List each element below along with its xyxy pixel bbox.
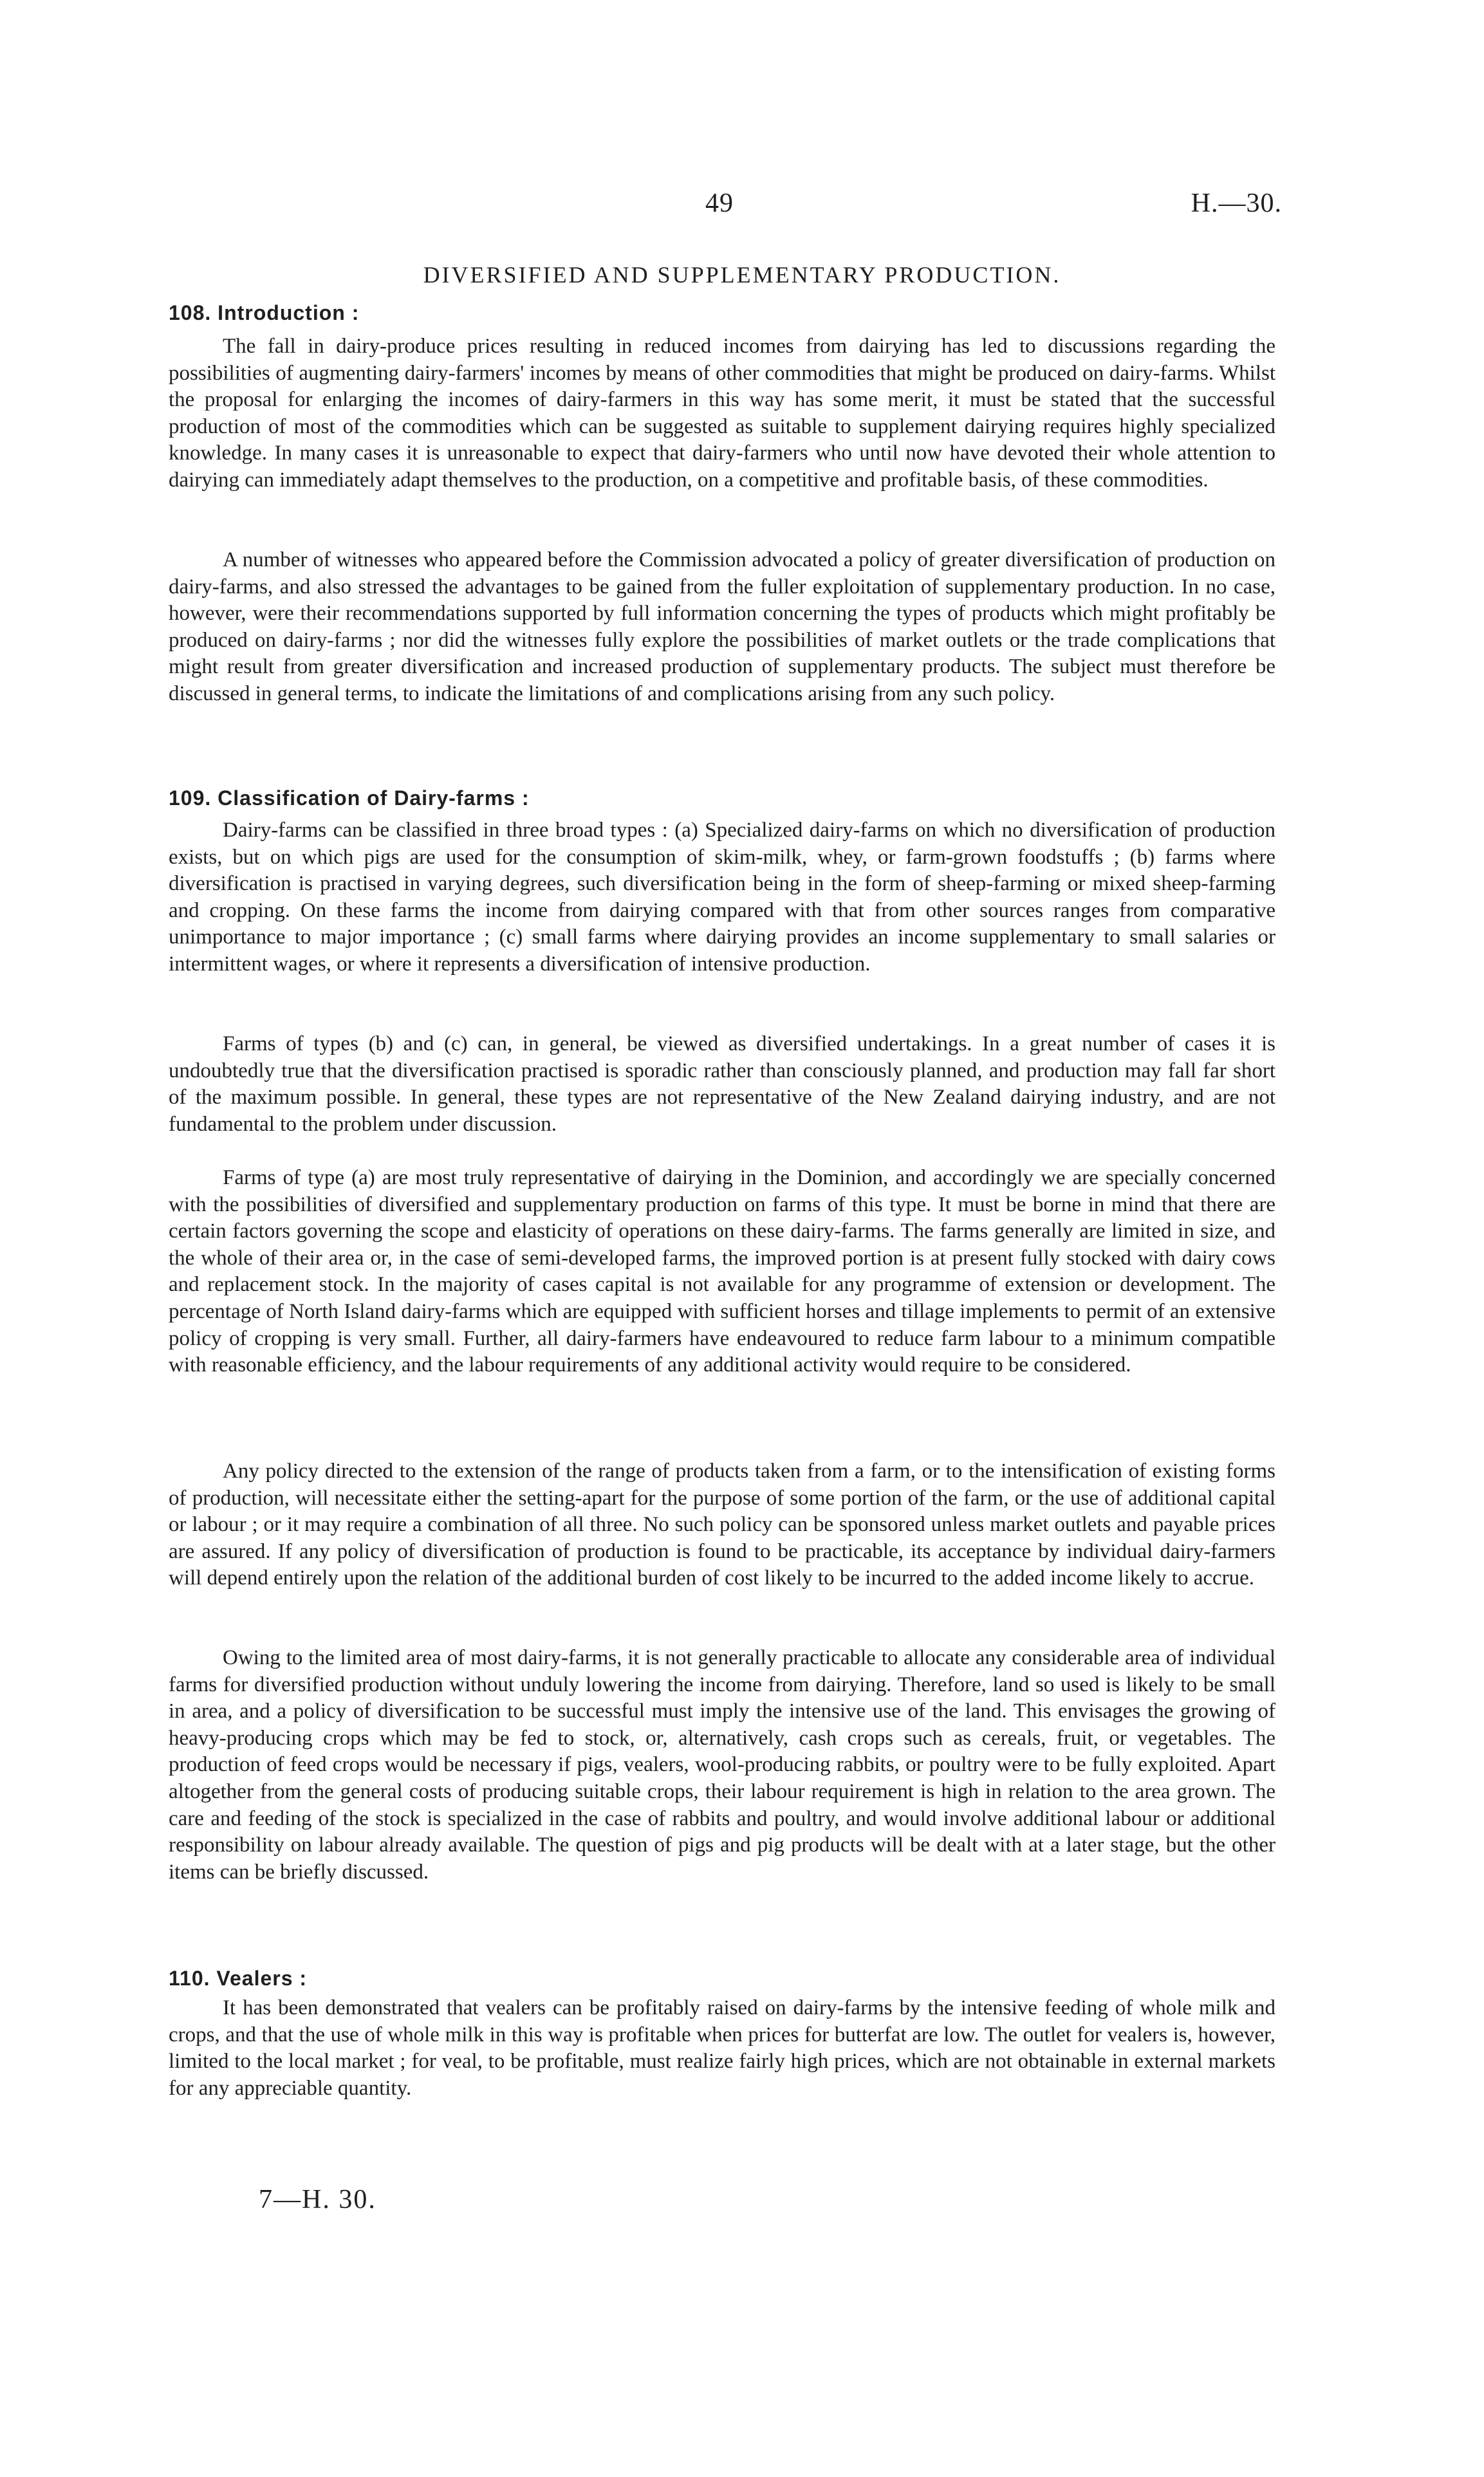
page-number: 49 — [705, 189, 734, 218]
paragraph-classification-4: Any policy directed to the extension of the range of products taken from a farm, or to the intensification of existing forms of production, will necessitate either the setting-apart for the purpose of some portion of the farm, or the use of additional capital or labour ; or it may require a combination of all three. No such policy can be sponsored unless market outlets and payable prices are assured. If any policy of diversification of production is found to be practicable, its acceptance by individual dairy-farmers will depend entirely upon the relation of the additional burden of cost likely to be incurred to the added income likely to accrue. — [169, 1460, 1275, 1590]
footer-reference: 7—H. 30. — [259, 2185, 376, 2214]
paragraph-vealers-1: It has been demonstrated that vealers can be profitably raised on dairy-farms by the intensive feeding of whole milk and crops, and that the use of whole milk in this way is profitable when prices for butterfat are low. The outlet for vealers is, however, limited to the local market ; for veal, to be profitable, must realize fairly high prices, which are not obtainable in external markets for any appreciable quantity. — [169, 1996, 1275, 2100]
page-title: DIVERSIFIED AND SUPPLEMENTARY PRODUCTION. — [423, 262, 1061, 288]
section-heading-vealers: 110. Vealers : — [169, 1967, 308, 1990]
paragraph-classification-2: Farms of types (b) and (c) can, in general, be viewed as diversified undertakings. In a great number of cases it is undoubtedly true that the diversification practised is sporadic rather than consciously planned, and production may fall far short of the maximum possible. In general, these types are not representative of the New Zealand dairying industry, and are not fundamental to the problem under discussion. — [169, 1032, 1275, 1136]
paragraph-introduction-2: A number of witnesses who appeared before the Commission advocated a policy of greater diversification of production on dairy-farms, and also stressed the advantages to be gained from the fuller exploitation of supplementary production. In no case, however, were their recommendations supported by full information concerning the types of products which might profitably be produced on dairy-farms ; nor did the witnesses fully explore the possibilities of market outlets or the trade complications that might result from greater diversification and increased production of supplementary products. The subject must therefore be discussed in general terms, to indicate the limitations of and complications arising from any such policy. — [169, 548, 1275, 705]
paragraph-introduction-1: The fall in dairy-produce prices resulting in reduced incomes from dairying has led to discussions regarding the possibilities of augmenting dairy-farmers' incomes by means of other commodities that might be produced on dairy-farms. Whilst the proposal for enlarging the incomes of dairy-farmers in this way has some merit, it must be stated that the successful production of most of the commodities which can be suggested as suitable to supplement dairying requires highly specialized knowledge. In many cases it is unreasonable to expect that dairy-farmers who until now have devoted their whole attention to dairying can immediately adapt themselves to the production, on a competitive and profitable basis, of these commodities. — [169, 335, 1275, 492]
paragraph-classification-3: Farms of type (a) are most truly representative of dairying in the Dominion, and accordingly we are specially concerned with the possibilities of diversified and supplementary production on farms of this type. It must be borne in mind that there are certain factors governing the scope and elasticity of operations on these dairy-farms. The farms generally are limited in size, and the whole of their area or, in the case of semi-developed farms, the improved portion is at present fully stocked with dairy cows and replacement stock. In the majority of cases capital is not available for any programme of extension or development. The percentage of North Island dairy-farms which are equipped with sufficient horses and tillage implements to permit of an extensive policy of cropping is very small. Further, all dairy-farmers have endeavoured to reduce farm labour to a minimum compatible with reasonable efficiency, and the labour requirements of any additional activity would require to be considered. — [169, 1166, 1275, 1377]
document-reference: H.—30. — [1191, 189, 1282, 218]
paragraph-classification-1: Dairy-farms can be classified in three broad types : (a) Specialized dairy-farms on which no diversification of production exists, but on which pigs are used for the consumption of skim-milk, whey, or farm-grown foodstuffs ; (b) farms where diversification is practised in varying degrees, such diversification being in the form of sheep-farming or mixed sheep-farming and cropping. On these farms the income from dairying compared with that from other sources ranges from comparative unimportance to major importance ; (c) small farms where dairying provides an income supplementary to small salaries or intermittent wages, or where it represents a diversification of intensive production. — [169, 819, 1275, 976]
section-heading-introduction: 108. Introduction : — [169, 301, 360, 324]
section-heading-classification: 109. Classification of Dairy-farms : — [169, 786, 530, 810]
paragraph-classification-5: Owing to the limited area of most dairy-farms, it is not generally practicable to allocate any considerable area of individual farms for diversified production without unduly lowering the income from dairying. Therefore, land so used is likely to be small in area, and a policy of diversification to be successful must imply the intensive use of the land. This envisages the growing of heavy-producing crops which may be fed to stock, or, alternatively, cash crops such as cereals, fruit, or vegetables. The production of feed crops would be necessary if pigs, vealers, wool-producing rabbits, or poultry were to be fully exploited. Apart altogether from the general costs of producing suitable crops, their labour requirement is high in relation to the area grown. The care and feeding of the stock is specialized in the case of rabbits and poultry, and would involve additional labour or additional responsibility on labour already available. The question of pigs and pig products will be dealt with at a later stage, but the other items can be briefly discussed. — [169, 1646, 1275, 1884]
